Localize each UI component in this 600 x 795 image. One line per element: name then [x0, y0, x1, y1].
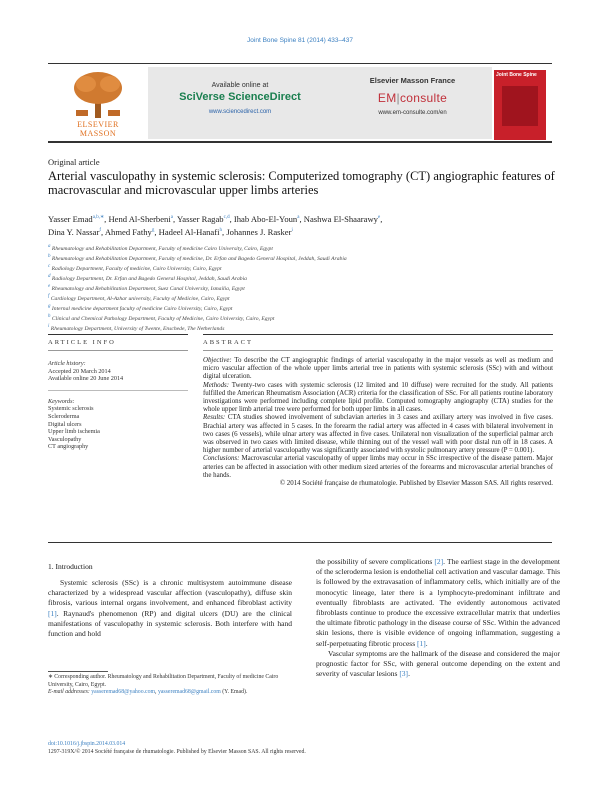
- em-logo-divider: |: [396, 91, 400, 105]
- author[interactable]: Ahmed Fathy$^g$: [104, 226, 155, 237]
- author[interactable]: Hend Al-Sherbeni$^a$: [108, 213, 173, 224]
- journal-reference[interactable]: Joint Bone Spine 81 (2014) 433–437: [247, 37, 353, 44]
- corresponding-author-footnote: [48, 674, 298, 697]
- author-list: Yasser Emad$^{a,b,∗}$, Hend Al-Sherbeni$^a$, Yasser Ragab$^{c,d}$, Ihab Abo-El-Youn$^a$, Nashwa El-Shaarawy$^e$, Dina Y. Nassar$^f$, Ahmed Fathy$^g$, Hadeel Al-Hanafi$^h$, Johannes J. Rasker$^i$: [48, 213, 383, 237]
- sciencedirect-block: [150, 72, 330, 132]
- masson-logo-text: MASSON: [79, 129, 117, 138]
- email-link[interactable]: yasseremad68@yahoo.com: [91, 689, 156, 696]
- citation-link[interactable]: [1]: [48, 608, 57, 618]
- affiliation: $^a$ Rheumatology and Rehabilitation Department, Faculty of medicine Cairo University, Cairo, Egypt: [48, 244, 273, 252]
- affiliation: $^i$ Rheumatology Department, University of Twente, Enschede, The Netherlands: [48, 323, 225, 332]
- body-column-left: [48, 578, 292, 639]
- citation-link[interactable]: [3]: [399, 669, 409, 679]
- keywords-label: Keywords:: [48, 397, 75, 405]
- body-column-right: [316, 557, 560, 679]
- cover-title: Joint Bone Spine: [496, 72, 537, 78]
- author[interactable]: Dina Y. Nassar$^f$: [48, 226, 101, 237]
- body-paragraph: the possibility of severe complications [2]. The earliest stage in the development of the scleroderma lesion is endothelial cell activation and vascular damage. This is followed by the extravasation of inflammatory cells, which initially are of the monocytic lineage, later there is a lymphocyte-predominant infiltrate and eventually fibroblasts are activated. The evidently autonomous activated fibroblasts continue to produce the excessive extracellular matrix that underlies the ultimate fibrotic pathology in the disease course of SSc. Within the advanced skin lesions, there is visible evidence of ongoing inflammation, suggesting a self-perpetuating fibrotic process [1].: [316, 557, 560, 648]
- header-rule-top: [48, 63, 552, 64]
- publisher-name: Elsevier Masson France: [369, 76, 456, 85]
- history-label: Article history:: [48, 360, 86, 367]
- article-info: [48, 360, 188, 451]
- elsevier-logo-text: ELSEVIER: [77, 120, 119, 129]
- page-footer: [48, 741, 548, 756]
- available-online-label: Available online at: [211, 82, 269, 89]
- accepted-date: Accepted 20 March 2014: [48, 367, 111, 375]
- author[interactable]: Ihab Abo-El-Youn$^a$: [233, 213, 300, 224]
- em-consulte-logo: [335, 91, 490, 105]
- affiliations: [48, 243, 548, 333]
- abstract-objective: Objective: To describe the CT angiographic findings of arterial vasculopathy in the major vessels as well as medium and micro vascular affection of the whole upper limbs arterial tree in patients with systemic sclerosis (SSc) with and without digital ulceration.: [203, 357, 553, 381]
- abstract-methods: Methods: Twenty-two cases with systemic sclerosis (12 limited and 10 diffuse) were recruited for the study. All patients fulfilled the American Rheumatism Association (ACR) criteria for the classification of SSc. For all patients routine laboratory investigations were performed including complete lipid profile. Computed tomography angiography (CTA) studies for the whole upper limb arterial tree were performed for both upper limbs in all cases.: [203, 381, 553, 414]
- journal-cover-thumbnail: [494, 70, 546, 140]
- issn-copyright: 1297-319X/© 2014 Société française de rhumatologie. Published by Elsevier Masson SAS. All rights reserved.: [48, 748, 306, 755]
- citation-link[interactable]: [2]: [434, 557, 444, 566]
- article-title: Arterial vasculopathy in systemic sclerosis: Computerized tomography (CT) angiographic features of macrovascular and microvascular upper limbs arteries: [48, 169, 555, 197]
- cover-image: [502, 86, 538, 126]
- info-rule-top: [48, 334, 188, 335]
- body-paragraph: Vascular symptoms are the hallmark of the disease and considered the major prognostic factor for SSc, with general outcome depending on the extent and severity of vascular lesions [3].: [316, 648, 560, 679]
- em-logo-right: consulte: [399, 91, 448, 105]
- section-heading-introduction: 1. Introduction: [48, 562, 93, 571]
- abstract-results: Results: CTA studies showed involvement of subclavian arteries in 3 cases and axillary artery was involved in five cases. Brachial artery was affected in 5 cases. In the forearm the radial artery was affected in 4 cases with bilateral involvement in two cases (6 vessels), while ulnar artery was affected in five cases. Unilateral non visualization of the superficial palmar arch was observed in two cases with limited disease, while thinning out of the vessel wall with poor distal run off in 18 cases. A higher number of arterial vasculopathy was significantly associated with systolic pulmonary artery pressure (P = 0.001).: [203, 414, 553, 455]
- footnote-rule: [48, 671, 108, 672]
- affiliation: $^g$ Internal medicine department faculty of medicine Cairo University, Cairo, Egypt: [48, 303, 233, 312]
- em-logo-left: EM: [377, 91, 397, 105]
- keyword: Digital ulcers: [48, 420, 82, 428]
- affiliation: $^b$ Rheumatology and Rehabilitation Department, Faculty of medicine, Dr. Erfan and Bagedo General Hospital, Jeddah, Saudi Arabia: [48, 253, 347, 262]
- info-rule-mid: [48, 350, 188, 351]
- corresponding-text: ∗ Corresponding author. Rheumatology and Rehabilitation Department, Faculty of medicine Cairo University, Cairo, Egypt.: [48, 674, 279, 688]
- sciencedirect-link[interactable]: www.sciencedirect.com: [208, 109, 272, 115]
- tree-logo-icon: [68, 70, 128, 118]
- em-consulte-block: [335, 72, 490, 132]
- em-consulte-link[interactable]: www.em-consulte.com/en: [378, 110, 447, 116]
- author[interactable]: Yasser Emad$^{a,b,∗}$: [48, 213, 105, 224]
- abstract-rule-bottom: [48, 542, 552, 543]
- affiliation: $^c$ Radiology Department, Faculty of medicine, Cairo University, Cairo, Egypt: [48, 263, 222, 272]
- sciencedirect-logo[interactable]: SciVerse ScienceDirect: [179, 91, 301, 103]
- article-type: Original article: [48, 157, 100, 167]
- info-divider: [48, 390, 188, 391]
- citation-link[interactable]: [1]: [417, 638, 426, 648]
- available-date: Available online 20 June 2014: [48, 375, 124, 383]
- body-paragraph: Systemic sclerosis (SSc) is a chronic multisystem autoimmune disease characterized by a widespread vascular affection (vasculopathy), diffuse skin fibrosis, various internal organs involvement, and enhanced fibroblast activity [1]. Raynaud's phenomenon (RP) and digital ulcers (DU) are the clinical manifestations of vasculopathy in systemic sclerosis. Both interfere with hand function and hold: [48, 578, 292, 639]
- affiliation: $^f$ Cardiology Department, Al-Azhar university, Faculty of Medicine, Cairo, Egypt: [48, 293, 230, 302]
- doi-link[interactable]: doi:10.1016/j.jbspin.2014.03.014: [48, 741, 126, 747]
- author[interactable]: Nashwa El-Shaarawy$^e$: [303, 213, 381, 224]
- email-line: E-mail addresses: yasseremad68@yahoo.com, yasseremad68@gmail.com (Y. Emad).: [48, 689, 248, 696]
- author[interactable]: Yasser Ragab$^{c,d}$: [176, 213, 230, 224]
- keyword: Upper limb ischemia: [48, 428, 100, 436]
- keyword: CT angiography: [48, 443, 89, 451]
- elsevier-masson-logo: [48, 70, 148, 140]
- header-rule-bottom: [48, 141, 552, 143]
- article-info-heading: ARTICLE INFO: [48, 339, 116, 346]
- author[interactable]: Hadeel Al-Hanafi$^h$: [158, 226, 223, 237]
- abstract-heading: ABSTRACT: [203, 339, 253, 346]
- author[interactable]: Johannes J. Rasker$^i$: [226, 226, 293, 237]
- keyword: Scleroderma: [48, 412, 80, 420]
- keyword: Vasculopathy: [48, 435, 82, 443]
- abstract-conclusions: Conclusions: Macrovascular arterial vasculopathy of upper limbs may occur in SSc irrespective of the disease pattern. Major arteries can be affected in association with other medium sized arteries of the forearms and microvascular arterial branches of the hands.: [203, 455, 553, 479]
- email-link[interactable]: yasseremad68@gmail.com: [157, 689, 221, 696]
- affiliation: $^e$ Rheumatology and Rehabilitation Department, Suez Canal University, Ismailia, Egypt: [48, 283, 245, 292]
- affiliation: $^h$ Clinical and Chemical Pathology Department, Faculty of Medicine, Cairo University, Cairo, Egypt: [48, 313, 275, 322]
- affiliation: $^d$ Radiology Department, Dr. Erfan and Bagedo General Hospital, Jeddah, Saudi Arabia: [48, 273, 247, 282]
- abstract-rule-top: [203, 334, 553, 335]
- keyword: Systemic sclerosis: [48, 405, 94, 413]
- abstract-body: [203, 357, 553, 488]
- abstract-rule-mid: [203, 350, 553, 351]
- abstract-copyright: © 2014 Société française de rhumatologie. Published by Elsevier Masson SAS. All rights reserved.: [279, 480, 553, 488]
